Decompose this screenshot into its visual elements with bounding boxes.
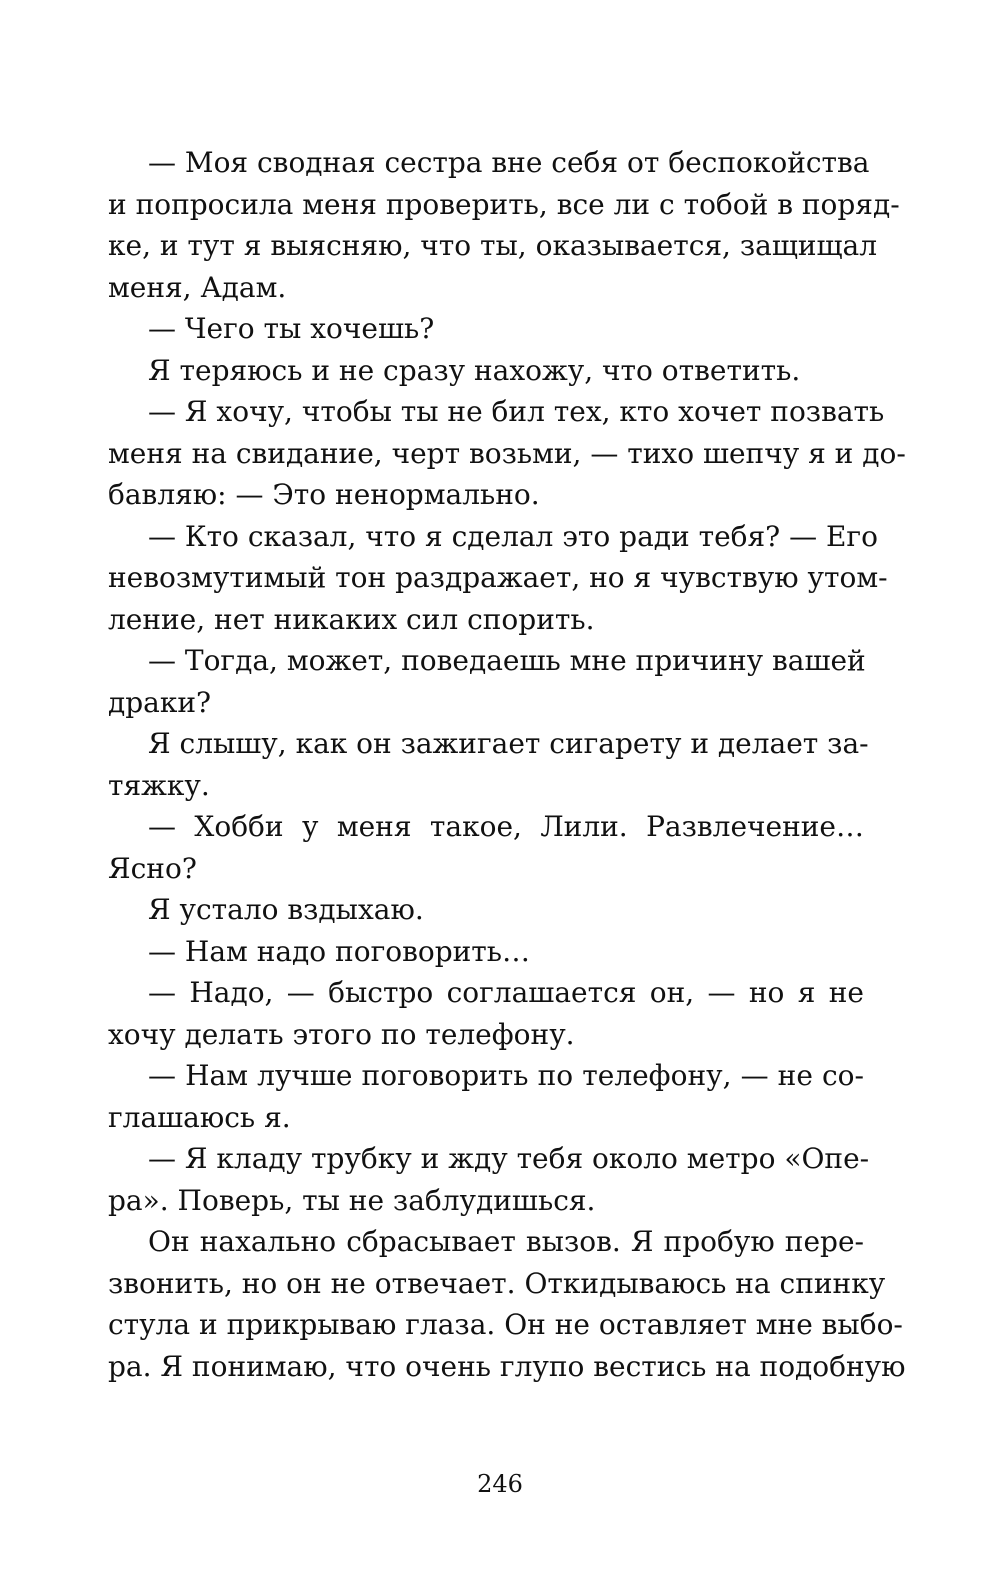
text-line: — Хобби у меня такое, Лили. Развлечение…	[148, 810, 864, 843]
text-line: ке, и тут я выясняю, что ты, оказывается, защищал	[108, 229, 878, 262]
text-line: — Моя сводная сестра вне себя от беспокойства	[148, 146, 870, 179]
text-line: — Я хочу, чтобы ты не бил тех, кто хочет позвать	[148, 395, 885, 428]
text-line: звонить, но он не отвечает. Откидываюсь на спинку	[108, 1266, 886, 1300]
text-line: ра». Поверь, ты не заблудишься.	[108, 1183, 596, 1217]
text-line: стула и прикрываю глаза. Он не оставляет мне выбо-	[108, 1308, 903, 1341]
text-line: драки?	[108, 685, 212, 719]
text-line: и попросила меня проверить, все ли с тобой в поряд-	[108, 187, 900, 221]
text-line: ра. Я понимаю, что очень глупо вестись на подобную	[108, 1349, 906, 1383]
text-line: невозмутимый тон раздражает, но я чувствую утом-	[108, 561, 888, 594]
text-line: ление, нет никаких сил спорить.	[108, 602, 595, 636]
text-line: меня на свидание, черт возьми, — тихо шепчу я и до-	[108, 436, 906, 470]
text-line: — Кто сказал, что я сделал это ради тебя? — Его	[148, 519, 878, 553]
text-line: Ясно?	[108, 851, 197, 885]
text-line: Я слышу, как он зажигает сигарету и делает за-	[148, 727, 869, 760]
text-line: меня, Адам.	[108, 270, 287, 304]
page-number: 246	[477, 1470, 523, 1498]
text-line: — Нам лучше поговорить по телефону, — не со-	[148, 1059, 864, 1092]
text-line: — Чего ты хочешь?	[148, 312, 435, 345]
body-text	[108, 142, 906, 1387]
text-line: Я теряюсь и не сразу нахожу, что ответить.	[148, 353, 801, 387]
text-line: тяжку.	[108, 768, 210, 802]
text-line: — Нам надо поговорить…	[148, 934, 531, 968]
text-line: бавляю: — Это ненормально.	[108, 478, 540, 511]
text-line: — Надо, — быстро соглашается он, — но я не	[148, 976, 864, 1009]
text-line: глашаюсь я.	[108, 1100, 291, 1134]
text-line: — Я кладу трубку и жду тебя около метро «Опе-	[148, 1142, 870, 1175]
text-line: хочу делать этого по телефону.	[108, 1017, 575, 1051]
text-line: Он нахально сбрасывает вызов. Я пробую пере-	[148, 1225, 864, 1258]
text-line: Я устало вздыхаю.	[148, 893, 424, 926]
text-line: — Тогда, может, поведаешь мне причину вашей	[148, 644, 866, 677]
